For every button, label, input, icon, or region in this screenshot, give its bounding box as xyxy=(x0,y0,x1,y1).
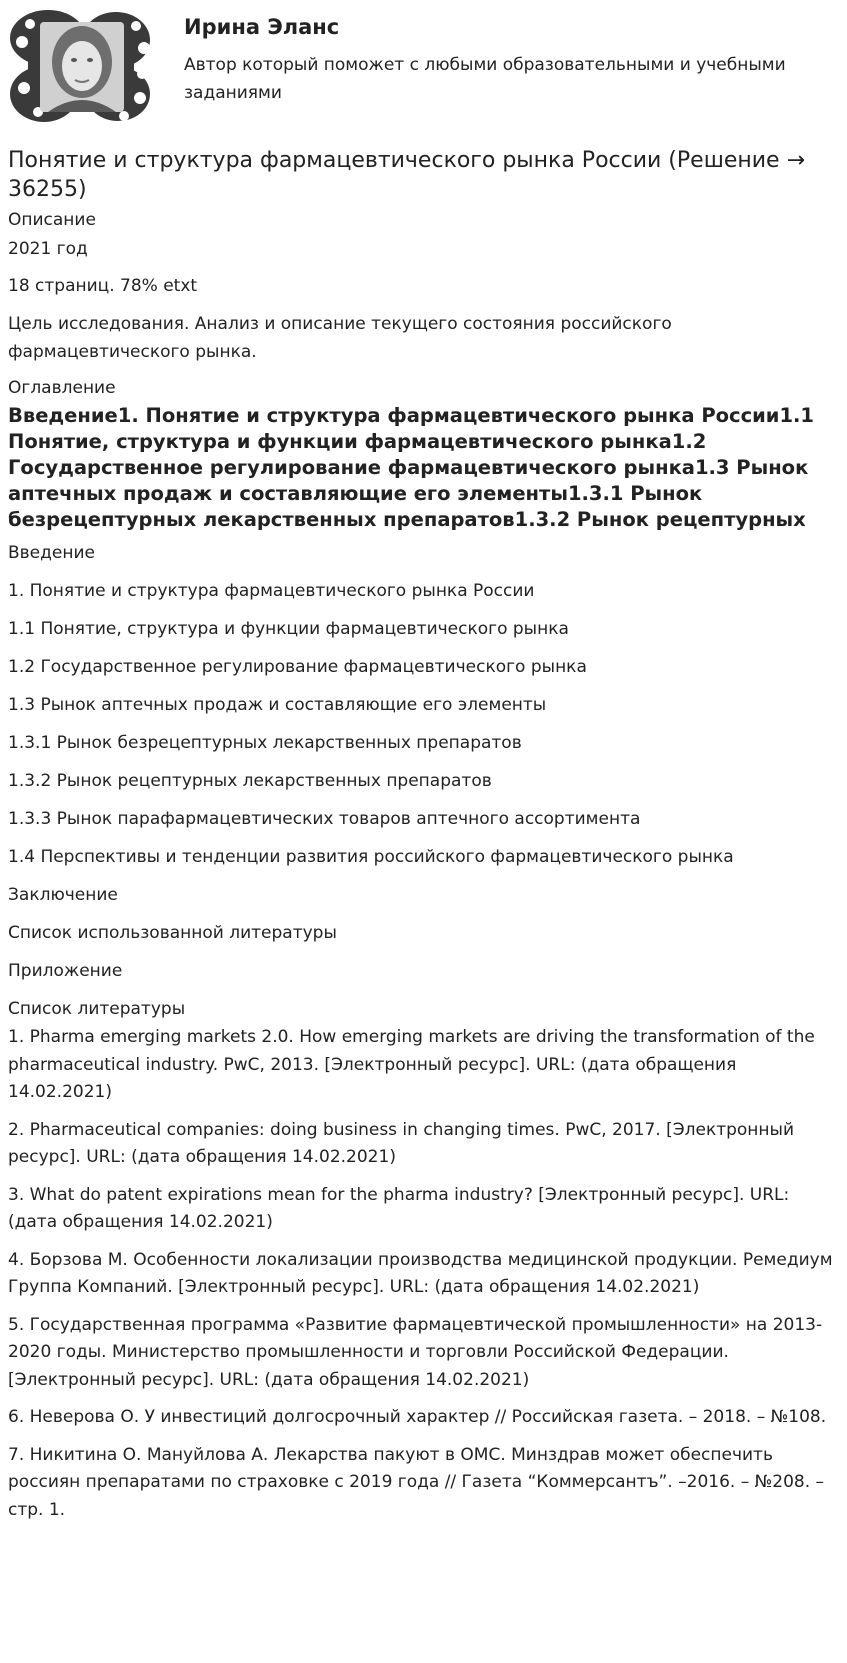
toc-item: Введение xyxy=(8,543,95,563)
toc-item: 1.2 Государственное регулирование фармацевтического рынка xyxy=(8,657,587,677)
author-card xyxy=(8,8,838,128)
literature-item: 5. Государственная программа «Развитие фармацевтической промышленности» на 2013- 2020 годы. Министерство промышленности и торговли Российской Федерации. [Электронный ресурс]. URL: (дата обращения 14.02.2021) xyxy=(8,1314,823,1390)
literature-list xyxy=(8,1024,838,1524)
toc-item: Список использованной литературы xyxy=(8,923,337,943)
literature-item: 7. Никитина О. Мануйлова А. Лекарства пакуют в ОМС. Минздрав может обеспечить россиян препаратами по страховке с 2019 года // Газета “Коммерсантъ”. –2016. – №208. – стр. 1. xyxy=(8,1444,825,1520)
toc-label: Оглавление xyxy=(8,378,116,398)
toc-item: 1.3.1 Рынок безрецептурных лекарственных препаратов xyxy=(8,733,522,753)
work-content xyxy=(8,146,838,1534)
toc-summary: Введение1. Понятие и структура фармацевтического рынка России1.1 Понятие, структура и функции фармацевтического рынка1.2 Государственное регулирование фармацевтического рынка1.3 Рынок аптечных продаж и составляющие его элементы1.3.1 Рынок безрецептурных лекарственных препаратов1.3.2 Рынок рецептурных xyxy=(8,404,815,531)
toc-item: 1.1 Понятие, структура и функции фармацевтического рынка xyxy=(8,619,569,639)
author-description: Автор который поможет с любыми образовательными и учебными заданиями xyxy=(184,55,786,103)
author-avatar[interactable] xyxy=(8,8,154,125)
toc-item: 1.3.2 Рынок рецептурных лекарственных препаратов xyxy=(8,771,492,791)
toc-list xyxy=(8,539,838,985)
literature-label: Список литературы xyxy=(8,999,186,1019)
work-pages-info: 18 страниц. 78% etxt xyxy=(8,276,198,296)
toc-item: Заключение xyxy=(8,885,118,905)
literature-item: 2. Pharmaceutical companies: doing business in changing times. PwC, 2017. [Электронный ресурс]. URL: (дата обращения 14.02.2021) xyxy=(8,1119,795,1167)
author-name[interactable]: Ирина Эланс xyxy=(184,15,340,39)
work-title: Понятие и структура фармацевтического рынка России (Решение → 36255) xyxy=(8,148,806,202)
toc-item: 1.3.3 Рынок парафармацевтических товаров аптечного ассортимента xyxy=(8,809,641,829)
toc-item: 1.3 Рынок аптечных продаж и составляющие его элементы xyxy=(8,695,547,715)
work-year: 2021 год xyxy=(8,239,88,259)
literature-item: 6. Неверова О. У инвестиций долгосрочный характер // Российская газета. – 2018. – №108. xyxy=(8,1407,827,1427)
description-label: Описание xyxy=(8,210,96,230)
literature-item: 4. Борзова М. Особенности локализации производства медицинской продукции. Ремедиум Группа Компаний. [Электронный ресурс]. URL: (дата обращения 14.02.2021) xyxy=(8,1249,833,1297)
toc-item: 1.4 Перспективы и тенденции развития российского фармацевтического рынка xyxy=(8,847,734,867)
literature-item: 3. What do patent expirations mean for the pharma industry? [Электронный ресурс]. URL: (дата обращения 14.02.2021) xyxy=(8,1184,790,1232)
work-goal: Цель исследования. Анализ и описание текущего состояния российского фармацевтического рынка. xyxy=(8,314,672,362)
toc-item: 1. Понятие и структура фармацевтического рынка России xyxy=(8,581,535,601)
toc-item: Приложение xyxy=(8,961,123,981)
literature-item: 1. Pharma emerging markets 2.0. How emerging markets are driving the transformation of the pharmaceutical industry. PwC, 2013. [Электронный ресурс]. URL: (дата обращения 14.02.2021) xyxy=(8,1027,815,1102)
